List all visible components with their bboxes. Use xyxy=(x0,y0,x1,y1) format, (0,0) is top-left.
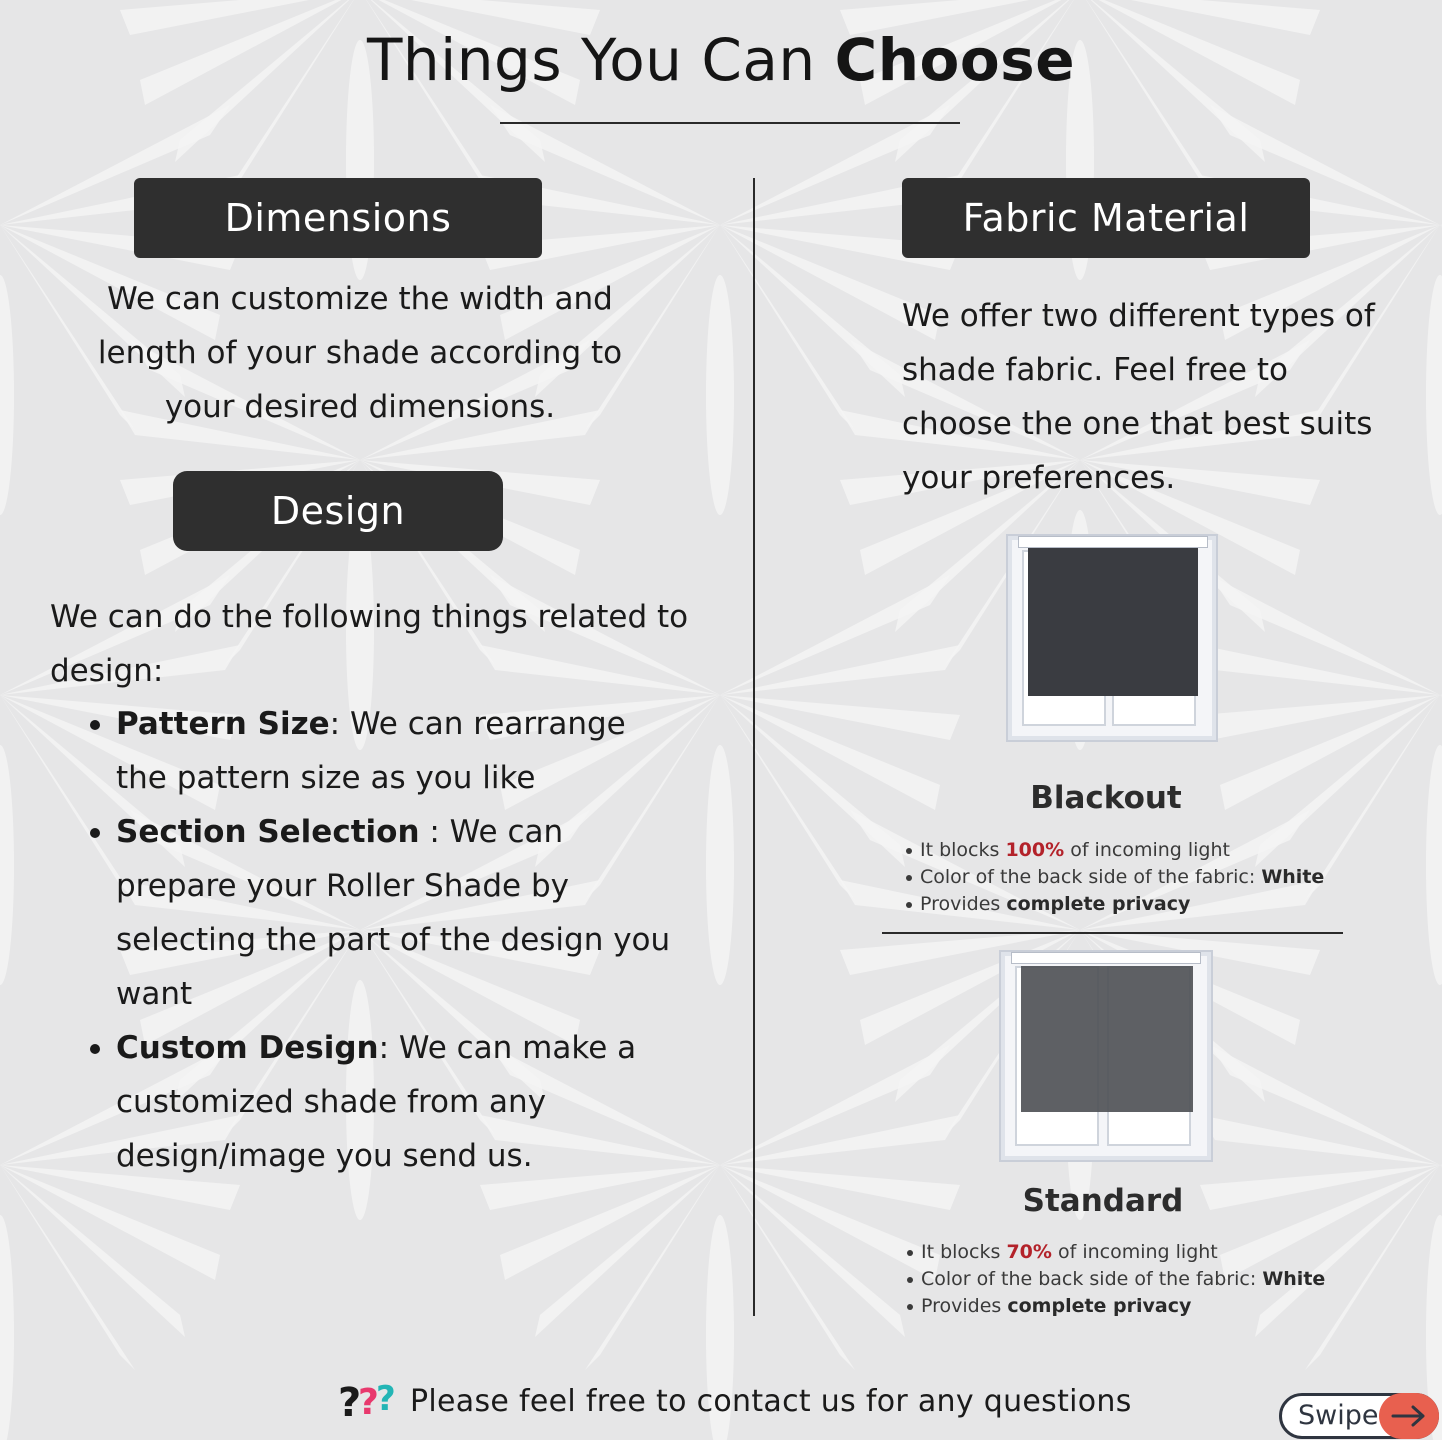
page-title-bold: Choose xyxy=(834,26,1076,94)
material-divider xyxy=(882,932,1343,934)
design-intro: We can do the following things related to design: xyxy=(50,599,689,689)
standard-features xyxy=(905,1239,1345,1320)
svg-text:?: ? xyxy=(376,1379,396,1419)
list-item xyxy=(86,805,686,1021)
design-heading: Design xyxy=(173,471,503,551)
arrow-right-icon xyxy=(1379,1393,1439,1439)
standard-percent: 70% xyxy=(1006,1241,1052,1263)
design-option-term: Section Selection xyxy=(116,814,420,850)
dimensions-heading: Dimensions xyxy=(134,178,542,258)
footer xyxy=(338,1376,1132,1426)
blackout-features xyxy=(904,837,1344,918)
svg-text:?: ? xyxy=(338,1380,362,1424)
page-title xyxy=(0,26,1442,94)
question-marks-logo-icon xyxy=(338,1378,400,1424)
list-item: It blocks 100% of incoming light xyxy=(904,837,1344,864)
list-item: It blocks 70% of incoming light xyxy=(905,1239,1345,1266)
list-item xyxy=(86,697,686,805)
design-option-desc: : We can prepare your Roller Shade by selecting the part of the design you want xyxy=(116,814,671,1012)
standard-title: Standard xyxy=(1022,1183,1184,1219)
column-divider xyxy=(753,178,755,1316)
blackout-fabric xyxy=(1028,548,1198,696)
svg-text:?: ? xyxy=(358,1382,379,1423)
shade-roller xyxy=(1018,536,1208,548)
dimensions-text: We can customize the width and length of your shade according to your desired dimensions. xyxy=(97,281,623,425)
design-option-desc: : We can make a customized shade from any design/image you send us. xyxy=(116,1030,637,1174)
swipe-label: Swipe xyxy=(1298,1400,1379,1431)
fabric-heading: Fabric Material xyxy=(902,178,1310,258)
fabric-text: We offer two different types of shade fabric. Feel free to choose the one that best suits your preferences. xyxy=(902,298,1375,496)
shade-roller xyxy=(1011,952,1201,964)
design-option-desc: : We can rearrange the pattern size as you like xyxy=(116,706,626,796)
title-underline xyxy=(500,122,960,124)
list-item: Provides complete privacy xyxy=(905,1293,1345,1320)
blackout-percent: 100% xyxy=(1005,839,1065,861)
standard-fabric xyxy=(1021,966,1193,1112)
footer-text: Please feel free to contact us for any questions xyxy=(410,1383,1132,1419)
list-item: Color of the back side of the fabric: White xyxy=(904,864,1344,891)
list-item: Provides complete privacy xyxy=(904,891,1344,918)
design-options-list xyxy=(86,697,686,1183)
design-option-term: Custom Design xyxy=(116,1030,379,1066)
page-title-regular: Things You Can xyxy=(366,26,835,94)
standard-shade-image xyxy=(999,950,1213,1162)
blackout-title: Blackout xyxy=(1030,780,1182,816)
list-item xyxy=(86,1021,686,1183)
swipe-button[interactable] xyxy=(1279,1393,1439,1439)
list-item: Color of the back side of the fabric: White xyxy=(905,1266,1345,1293)
design-option-term: Pattern Size xyxy=(116,706,330,742)
blackout-shade-image xyxy=(1006,534,1218,742)
